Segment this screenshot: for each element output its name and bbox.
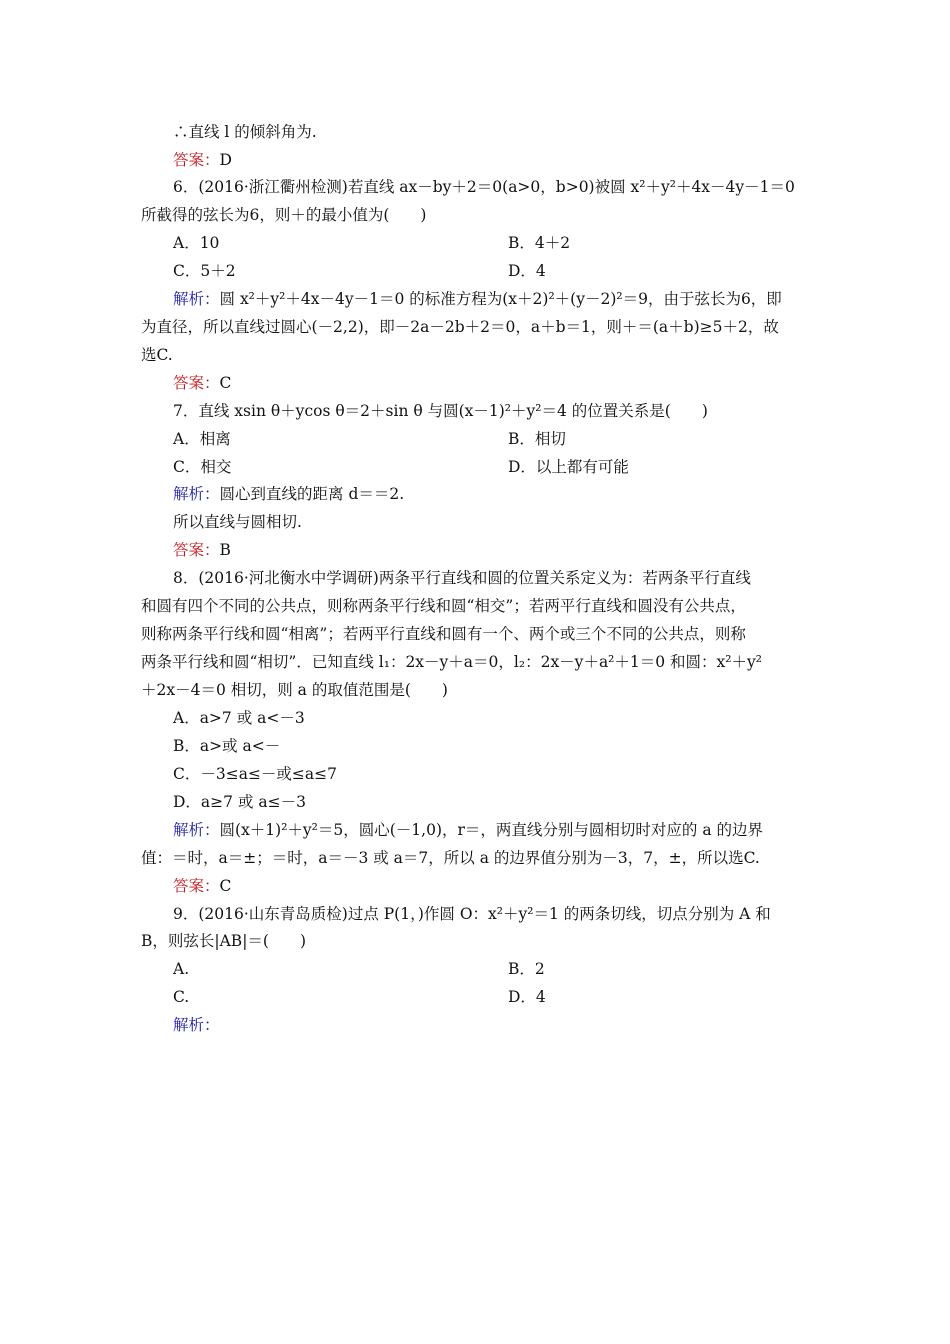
analysis-line [173,1015,843,1035]
analysis-label: 解析： [173,821,220,839]
option-a: A．10 [173,234,220,252]
text-line: 和圆有四个不同的公共点，则称两条平行线和圆“相交”；若两平行直线和圆没有公共点， [141,597,746,615]
answer-label: 答案： [173,151,220,169]
options-row [173,959,843,979]
question-9-line: 9．(2016·山东青岛质检)过点 P(1，)作圆 O：x²＋y²＝1 的两条切线，切点分别为 A 和 [173,905,771,923]
question-8-line: 8．(2016·河北衡水中学调研)两条平行直线和圆的位置关系定义为：若两条平行直线 [173,569,751,587]
text-line: 为直径，所以直线过圆心(－2,2)，即－2a－2b＋2＝0，a＋b＝1，则＋＝(a＋b)≥5＋2，故 [141,318,779,336]
option-d: D．4 [508,262,546,280]
analysis-label: 解析： [173,290,220,308]
text-line: 所以直线与圆相切. [173,513,302,531]
text-line: B，则弦长|AB|＝( ) [141,932,307,950]
options-row [173,457,843,477]
option-a: A．相离 [173,430,231,448]
option-b: B．4＋2 [508,234,571,252]
text-line: 所截得的弦长为6，则＋的最小值为( ) [141,206,427,224]
answer-line: 答案：D [173,151,232,169]
option-b: B．a>或 a<－ [173,737,281,755]
option-b: B．相切 [508,430,566,448]
option-a: A．a>7 或 a<－3 [173,709,305,727]
text-line: 则称两条平行线和圆“相离”；若两平行直线和圆有一个、两个或三个不同的公共点，则称 [141,625,746,643]
answer-label: 答案： [173,374,220,392]
options-row [173,429,843,449]
answer-line: 答案：C [173,877,232,895]
answer-line: 答案：B [173,541,231,559]
option-d: D．以上都有可能 [508,458,629,476]
options-row [173,233,843,253]
text-line: ＋2x－4＝0 相切，则 a 的取值范围是( ) [141,681,448,699]
analysis-label: 解析： [173,485,220,503]
analysis-line: 解析：圆心到直线的距离 d＝＝2. [173,485,405,503]
question-7-line: 7．直线 xsin θ＋ycos θ＝2＋sin θ 与圆(x－1)²＋y²＝4 的位置关系是( ) [173,402,708,420]
options-row [173,987,843,1007]
text-line: 值：＝时，a＝±；＝时，a＝－3 或 a＝7，所以 a 的边界值分别为－3，7，±，所以选C. [141,849,760,867]
option-d: D．a≥7 或 a≤－3 [173,793,306,811]
question-6-line: 6．(2016·浙江衢州检测)若直线 ax－by＋2＝0(a>0，b>0)被圆 x²＋y²＋4x－4y－1＝0 [173,178,795,196]
analysis-line: 解析：圆 x²＋y²＋4x－4y－1＝0 的标准方程为(x＋2)²＋(y－2)²＝9，由于弦长为6，即 [173,290,782,308]
option-a: A. [173,960,190,978]
text-line: 选C. [141,346,173,364]
text-line: ∴直线 l 的倾斜角为. [173,123,317,141]
analysis-line: 解析：圆(x＋1)²＋y²＝5，圆心(－1,0)，r＝，两直线分别与圆相切时对应的 a 的边界 [173,821,764,839]
options-row [173,261,843,281]
analysis-label: 解析： [173,1016,220,1034]
answer-label: 答案： [173,877,220,895]
option-b: B．2 [508,960,545,978]
option-c: C．相交 [173,458,232,476]
answer-line: 答案：C [173,374,232,392]
option-c: C. [173,988,190,1006]
text-line: 两条平行线和圆“相切”．已知直线 l₁：2x－y＋a＝0，l₂：2x－y＋a²＋1＝0 和圆：x²＋y² [141,653,762,671]
answer-label: 答案： [173,541,220,559]
option-c: C．5＋2 [173,262,236,280]
option-d: D．4 [508,988,546,1006]
option-c: C．－3≤a≤－或≤a≤7 [173,765,338,783]
